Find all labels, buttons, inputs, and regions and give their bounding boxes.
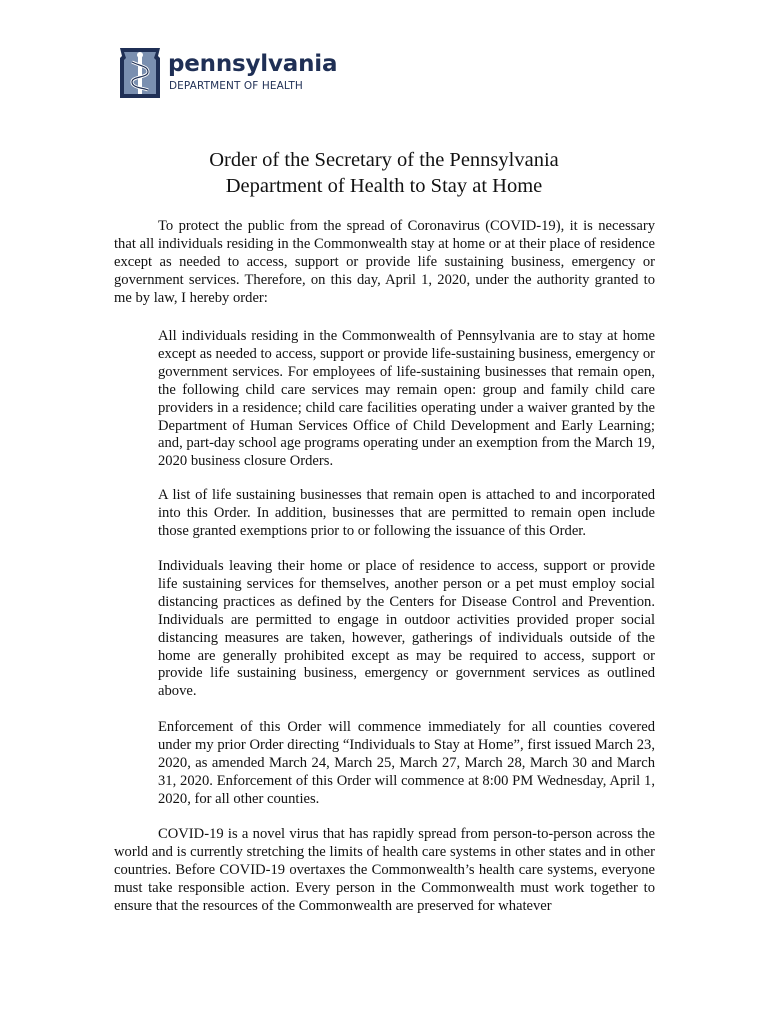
- title-line-1: Order of the Secretary of the Pennsylvania: [209, 149, 559, 171]
- order-paragraph-life-sustaining-businesses: A list of life sustaining businesses that remain open is attached to and incorporated into this Order. In addition, businesses that are permitted to remain open include those granted exemptions prior to or following the issuance of this Order.: [158, 487, 655, 539]
- letterhead-logo: [118, 44, 338, 100]
- department-name: DEPARTMENT OF HEALTH: [169, 80, 303, 92]
- closing-paragraph: COVID-19 is a novel virus that has rapidly spread from person-to-person across the world and is currently stretching the limits of health care systems in other states and in other countries. Before COVID-19 overtaxes the Commonwealth’s health care systems, everyone must take responsible action. Every person in the Commonwealth must work together to ensure that the resources of the Commonwealth are preserved for whatever: [114, 826, 655, 914]
- title-line-2: Department of Health to Stay at Home: [225, 175, 543, 197]
- document-title: [0, 147, 768, 199]
- intro-paragraph: To protect the public from the spread of Coronavirus (COVID-19), it is necessary that all individuals residing in the Commonwealth stay at home or at their place of residence except as needed to access, support or provide life sustaining business, emergency or government services. Therefore, on this day, April 1, 2020, under the authority granted to me by law, I hereby order:: [114, 218, 655, 306]
- order-paragraph-stay-at-home: All individuals residing in the Commonwealth of Pennsylvania are to stay at home except as needed to access, support or provide life-sustaining business, emergency or government services. For employees of life-sustaining businesses that remain open, the following child care services may remain open: group and family child care providers in a residence; child care facilities operating under a waiver granted by the Department of Human Services Office of Child Development and Early Learning; and, part-day school age programs operating under an exemption from the March 19, 2020 business closure Orders.: [158, 328, 655, 470]
- order-paragraph-enforcement: Enforcement of this Order will commence immediately for all counties covered under my prior Order directing “Individuals to Stay at Home”, first issued March 23, 2020, as amended March 24, March 25, March 27, March 28, March 30 and March 31, 2020. Enforcement of this Order will commence at 8:00 PM Wednesday, April 1, 2020, for all other counties.: [158, 719, 655, 807]
- keystone-seal-icon: [118, 44, 162, 100]
- order-paragraph-social-distancing: Individuals leaving their home or place of residence to access, support or provide life sustaining services for themselves, another person or a pet must employ social distancing practices as defined by the Centers for Disease Control and Prevention. Individuals are permitted to engage in outdoor activities provided proper social distancing measures are taken, however, gatherings of individuals outside of the home are generally prohibited except as may be required to access, support or provide life sustaining business, emergency or government services as outlined above.: [158, 558, 655, 700]
- agency-name: pennsylvania: [168, 51, 338, 77]
